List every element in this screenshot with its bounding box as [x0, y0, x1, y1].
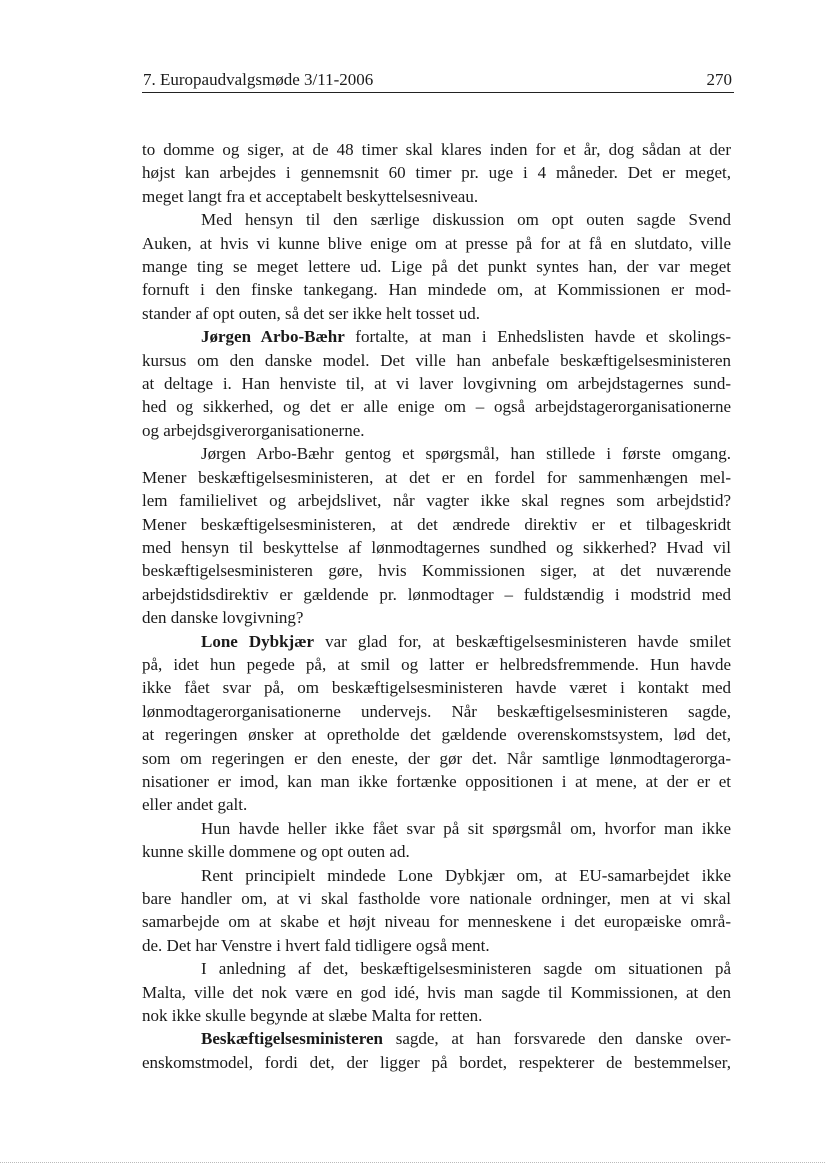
speaker-name: Lone Dybkjær	[201, 631, 315, 651]
text-line: mange ting se meget lettere ud. Lige på det punkt syntes han, der var meget	[142, 257, 731, 277]
text-line: højst kan arbejdes i gennemsnit 60 timer pr. uge i 4 måneder. Det er meget,	[142, 163, 731, 183]
text-line: lønmodtagerorganisationerne undervejs. Når beskæftigelsesministeren sagde,	[142, 701, 731, 721]
text-line: de. Det har Venstre i hvert fald tidligere også ment.	[142, 935, 490, 955]
text-line: Malta, ville det nok være en god idé, hvis man sagde til Kommissionen, at den	[142, 982, 731, 1002]
text-line: Jørgen Arbo-Bæhr fortalte, at man i Enhedslisten havde et skolings-	[201, 327, 731, 347]
text-line: I anledning af det, beskæftigelsesministeren sagde om situationen på	[201, 959, 731, 979]
text-line: fornuft i den finske tankegang. Han mindede om, at Kommissionen er mod-	[142, 280, 731, 300]
text-line: eller andet galt.	[142, 795, 248, 815]
text-line: samarbejde om at skabe et højt niveau for menneskene i det europæiske områ-	[142, 912, 731, 932]
text-line: lem familielivet og arbejdslivet, når vagter ikke skal regnes som arbejdstid?	[142, 491, 731, 511]
text-line: den danske lovgivning?	[142, 608, 304, 628]
text-line: stander af opt outen, så det ser ikke helt tosset ud.	[142, 303, 481, 323]
page-number: 270	[706, 70, 732, 89]
text-line: nisationer er imod, kan man ikke fortænke oppositionen i at mene, at der er et	[142, 771, 731, 791]
header-title: 7. Europaudvalgsmøde 3/11-2006	[143, 70, 374, 89]
text-line: Auken, at hvis vi kunne blive enige om at presse på for at få en slutdato, ville	[142, 233, 731, 253]
text-line: at deltage i. Han henviste til, at vi laver lovgivning om arbejdstagernes sund-	[142, 374, 731, 394]
text-line: kursus om den danske model. Det ville han anbefale beskæftigelsesministeren	[142, 350, 731, 370]
text-line: Med hensyn til den særlige diskussion om opt outen sagde Svend	[201, 210, 731, 230]
text-line: som om regeringen er den eneste, der gør det. Når samtlige lønmodtagerorga-	[142, 748, 731, 768]
text-line: meget langt fra et acceptabelt beskyttelsesniveau.	[142, 186, 479, 206]
text-line: bare handler om, at vi skal fastholde vore nationale ordninger, men at vi skal	[142, 889, 731, 908]
text-line: Jørgen Arbo-Bæhr gentog et spørgsmål, han stillede i første omgang.	[201, 444, 731, 464]
text-line: på, idet hun pegede på, at smil og latter er helbredsfremmende. Hun havde	[142, 654, 731, 674]
text-line: og arbejdsgiverorganisationerne.	[142, 420, 365, 440]
text-line: ikke fået svar på, om beskæftigelsesministeren havde været i kontakt med	[142, 678, 731, 698]
text-line: arbejdstidsdirektiv er gældende pr. lønmodtager – fuldstændig i modstrid med	[142, 584, 731, 604]
text-line: hed og sikkerhed, og det er alle enige om – også arbejdstagerorganisationerne	[142, 397, 731, 417]
text-line: kunne skille dommene og opt outen ad.	[142, 842, 410, 862]
scan-edge-mark	[0, 1162, 825, 1163]
speaker-name: Beskæftigelsesministeren	[201, 1029, 383, 1049]
text-line: Hun havde heller ikke fået svar på sit spørgsmål om, hvorfor man ikke	[201, 818, 731, 838]
text-line: nok ikke skulle begynde at slæbe Malta for retten.	[142, 1006, 483, 1026]
running-header	[143, 62, 732, 90]
text-line: Mener beskæftigelsesministeren, at det er en fordel for sammenhængen mel-	[142, 467, 731, 487]
text-line: at regeringen ønsker at opretholde det gældende overenskomstsystem, lød det,	[142, 725, 731, 745]
text-line: enskomstmodel, fordi det, der ligger på bordet, respekterer de bestemmelser,	[142, 1052, 731, 1072]
header-rule	[142, 92, 734, 93]
text-line: Lone Dybkjær var glad for, at beskæftigelsesministeren havde smilet	[201, 631, 731, 651]
text-line: Mener beskæftigelsesministeren, at det ændrede direktiv er et tilbageskridt	[142, 514, 731, 534]
text-line: Rent principielt mindede Lone Dybkjær om, at EU-samarbejdet ikke	[201, 865, 731, 885]
speaker-name: Jørgen Arbo-Bæhr	[201, 327, 345, 347]
text-line: to domme og siger, at de 48 timer skal klares inden for et år, dog sådan at der	[142, 140, 731, 159]
text-line: Beskæftigelsesministeren sagde, at han forsvarede den danske over-	[201, 1029, 731, 1049]
text-line: med hensyn til beskyttelse af lønmodtagernes sundhed og sikkerhed? Hvad vil	[142, 537, 731, 557]
body-text	[142, 138, 731, 1074]
text-line: beskæftigelsesministeren gøre, hvis Kommissionen siger, at det nuværende	[142, 561, 731, 581]
